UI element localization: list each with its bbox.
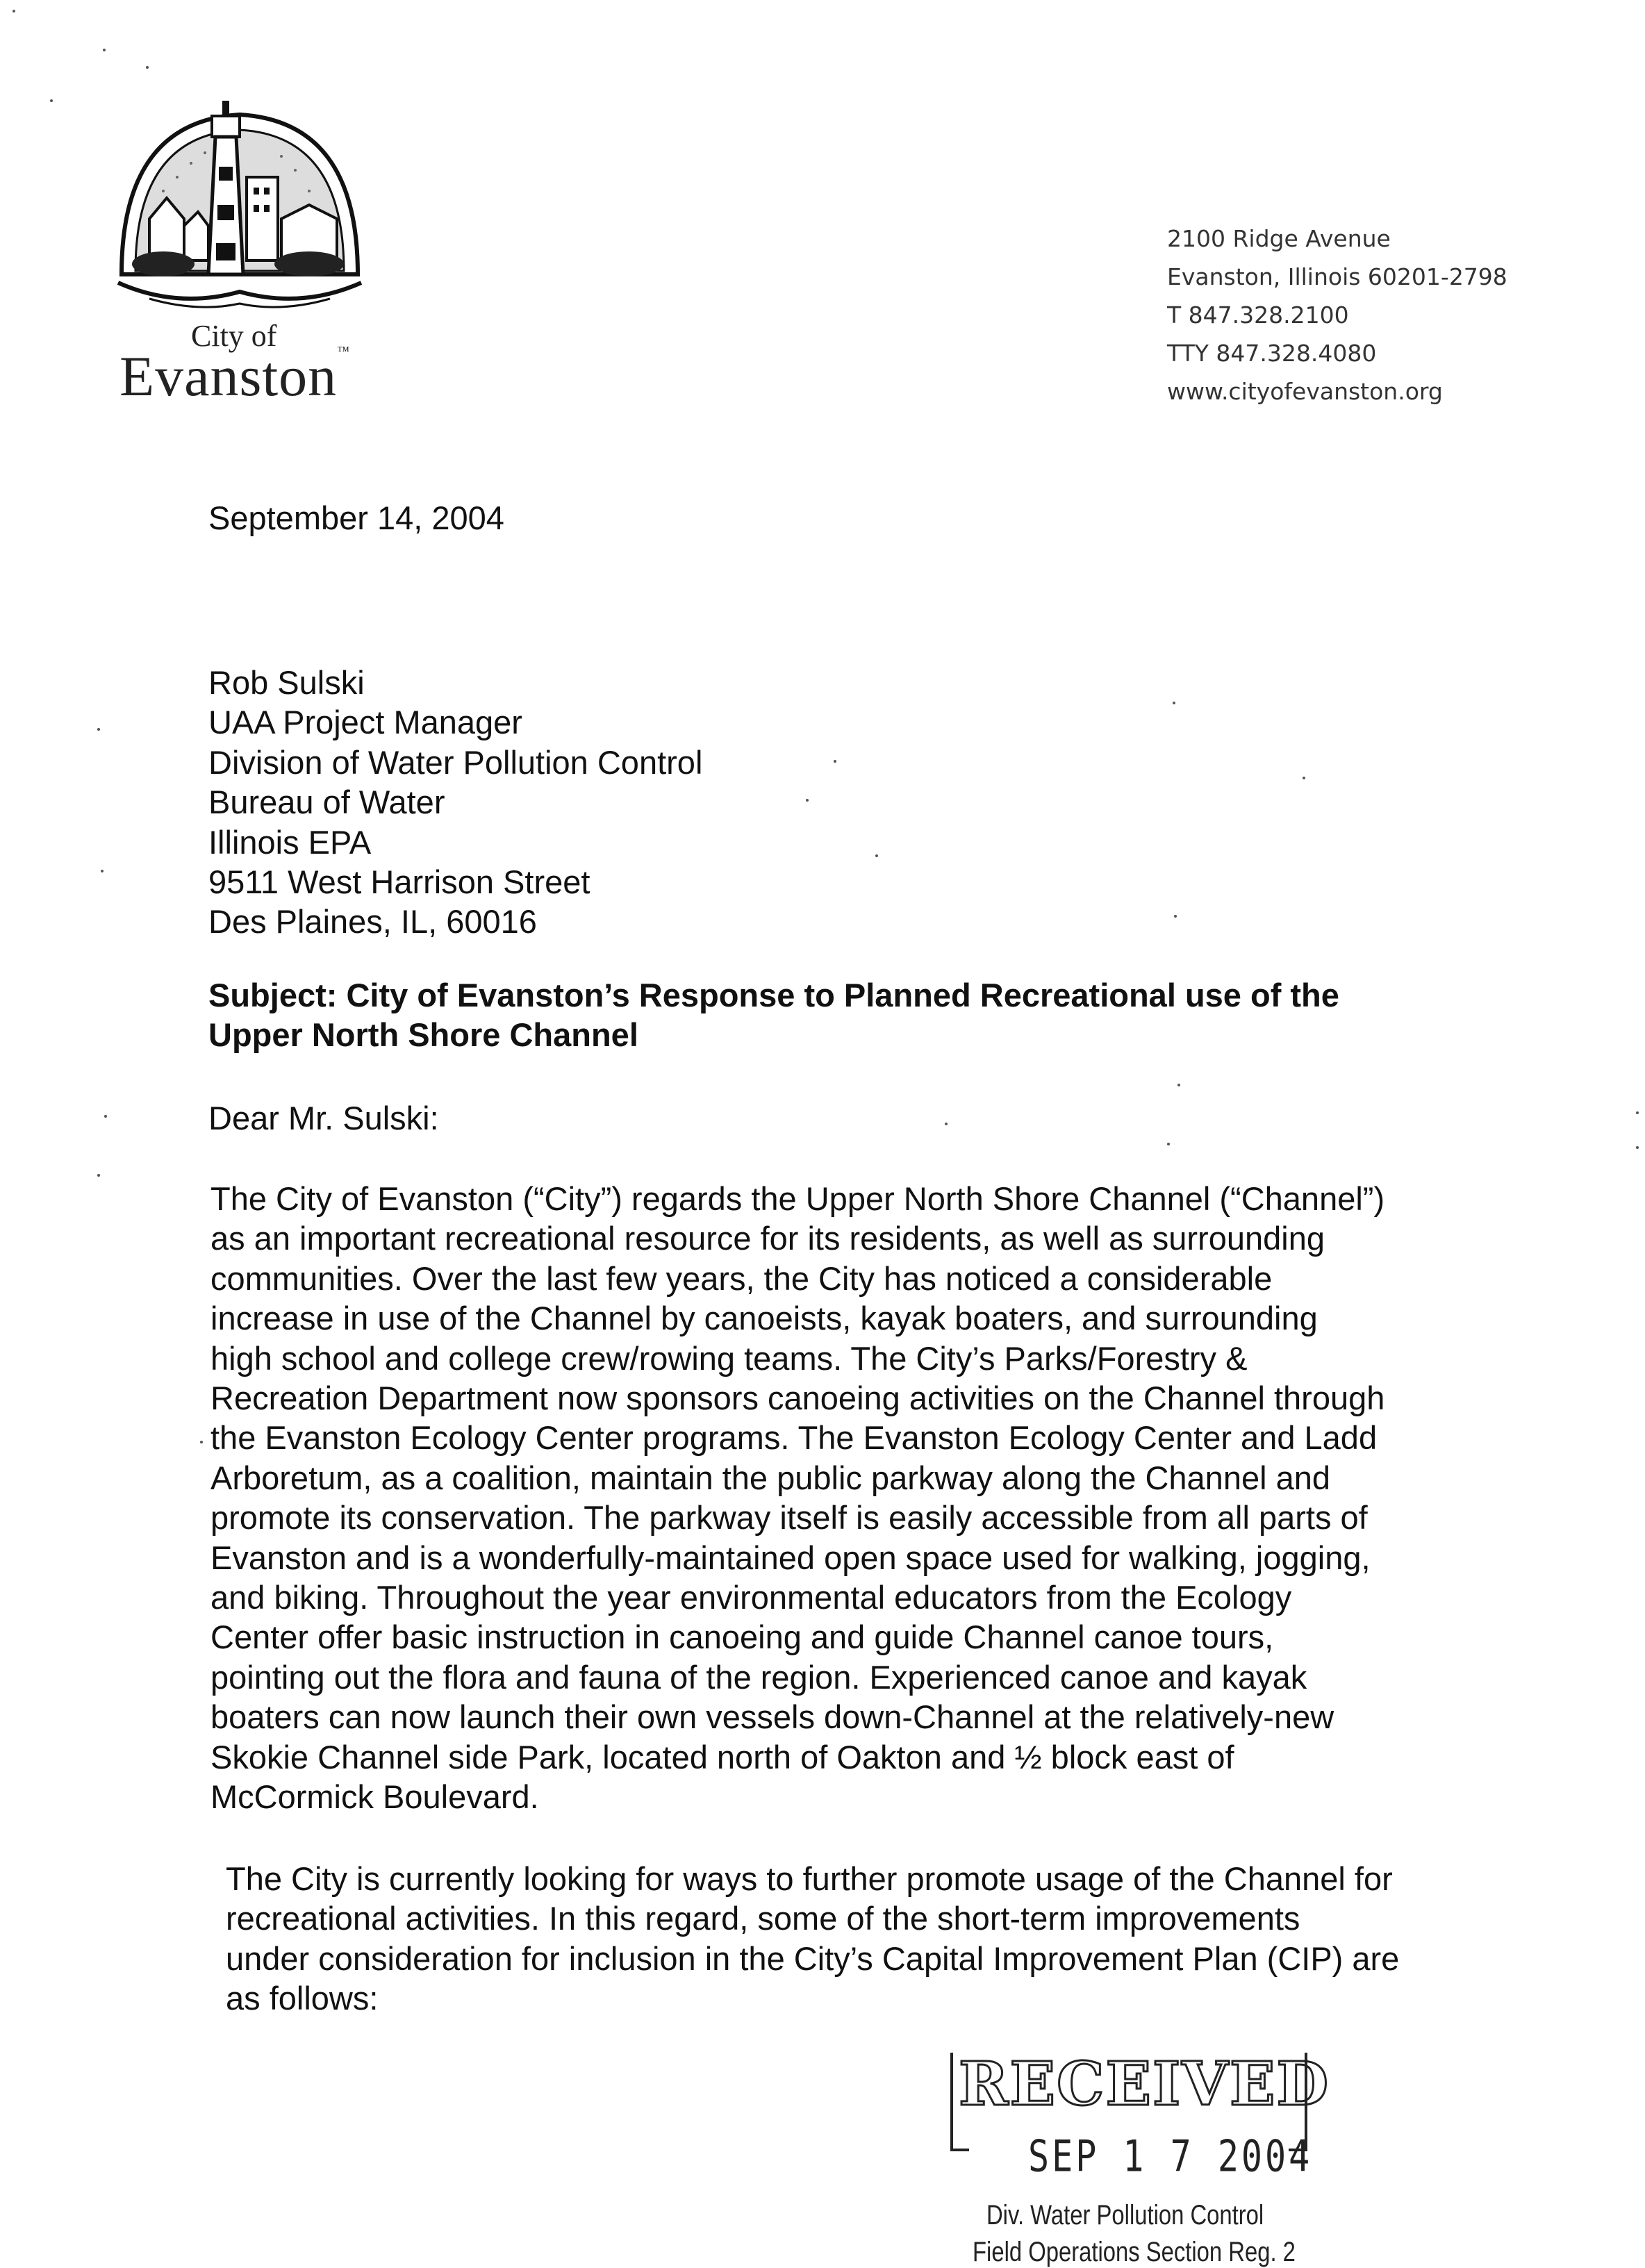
scan-speck — [1303, 777, 1305, 779]
recipient-bureau: Bureau of Water — [208, 784, 445, 821]
letter-date: September 14, 2004 — [208, 499, 504, 536]
scan-speck — [1177, 1084, 1180, 1086]
scan-speck — [875, 854, 878, 857]
body-paragraph-2 — [226, 1859, 1399, 2019]
address-tty: TTY 847.328.4080 — [1167, 340, 1377, 367]
scan-speck — [1174, 915, 1177, 918]
city-seal-logo — [108, 101, 372, 323]
paragraph-line: Recreation Department now sponsors canoeing activities on the Channel through — [210, 1380, 1385, 1417]
subject-line — [208, 975, 1339, 1055]
paragraph-line: Arboretum, as a coalition, maintain the public parkway along the Channel and — [210, 1459, 1331, 1496]
paragraph-line: communities. Over the last few years, the City has noticed a considerable — [210, 1259, 1273, 1297]
body-paragraph-1 — [210, 1179, 1384, 1817]
scan-speck — [146, 66, 149, 69]
stamp-received-text: RECEIVED — [959, 2049, 1330, 2119]
scan-speck — [1167, 1143, 1170, 1145]
address-website: www.cityofevanston.org — [1167, 378, 1443, 405]
recipient-city: Des Plaines, IL, 60016 — [208, 903, 537, 941]
scan-speck — [200, 1441, 203, 1443]
scan-speck — [1173, 702, 1175, 704]
logo-evanston-text — [119, 344, 350, 409]
recipient-name: Rob Sulski — [208, 664, 365, 701]
paragraph-line: high school and college crew/rowing teams. The City’s Parks/Forestry & — [210, 1339, 1248, 1377]
paragraph-line: increase in use of the Channel by canoeists, kayak boaters, and surrounding — [210, 1300, 1318, 1337]
recipient-block — [208, 663, 702, 942]
scan-speck — [97, 728, 100, 731]
scan-speck — [101, 870, 104, 872]
paragraph-line: boaters can now launch their own vessels down-Channel at the relatively-new — [210, 1698, 1334, 1736]
paragraph-line: and biking. Throughout the year environmental educators from the Ecology — [210, 1579, 1292, 1616]
paragraph-line: The City is currently looking for ways to further promote usage of the Channel for — [226, 1860, 1393, 1897]
paragraph-line: recreational activities. In this regard, some of the short-term improvements — [226, 1900, 1300, 1937]
address-street: 2100 Ridge Avenue — [1167, 225, 1391, 252]
stamp-section: Field Operations Section Reg. 2 — [973, 2237, 1296, 2267]
scan-speck — [1636, 1111, 1639, 1114]
paragraph-line: the Evanston Ecology Center programs. The Evanston Ecology Center and Ladd — [210, 1419, 1378, 1457]
paragraph-line: as follows: — [226, 1980, 379, 2017]
address-city: Evanston, Illinois 60201-2798 — [1167, 263, 1507, 290]
paragraph-line: as an important recreational resource for its residents, as well as surrounding — [210, 1220, 1325, 1257]
recipient-title: UAA Project Manager — [208, 704, 522, 741]
letterhead-address — [1167, 220, 1507, 411]
paragraph-line: The City of Evanston (“City”) regards the Upper North Shore Channel (“Channel”) — [210, 1180, 1385, 1217]
recipient-agency: Illinois EPA — [208, 823, 372, 861]
paragraph-line: Center offer basic instruction in canoeing and guide Channel canoe tours, — [210, 1619, 1274, 1656]
scan-speck — [834, 760, 836, 763]
trademark-symbol: ™ — [337, 344, 350, 358]
scan-speck — [13, 10, 15, 13]
paragraph-line: under consideration for inclusion in the City’s Capital Improvement Plan (CIP) are — [226, 1939, 1400, 1977]
salutation: Dear Mr. Sulski: — [208, 1100, 439, 1136]
scan-speck — [97, 1174, 100, 1177]
logo-city-of-text: City of — [191, 319, 277, 353]
scan-speck — [806, 799, 809, 802]
recipient-division: Division of Water Pollution Control — [208, 743, 703, 781]
subject-line-2: Upper North Shore Channel — [208, 1016, 638, 1054]
stamp-date: SEP 1 7 2004 — [1028, 2131, 1313, 2182]
subject-line-1: Subject: City of Evanston’s Response to Planned Recreational use of the — [208, 977, 1339, 1013]
recipient-street: 9511 West Harrison Street — [208, 863, 590, 901]
scan-speck — [1636, 1146, 1639, 1149]
paragraph-line: Skokie Channel side Park, located north of Oakton and ½ block east of — [210, 1738, 1234, 1776]
stamp-division: Div. Water Pollution Control — [986, 2200, 1264, 2230]
scan-speck — [104, 1115, 107, 1118]
paragraph-line: Evanston and is a wonderfully-maintained open space used for walking, jogging, — [210, 1539, 1371, 1576]
paragraph-line: pointing out the flora and fauna of the region. Experienced canoe and kayak — [210, 1658, 1307, 1696]
address-phone: T 847.328.2100 — [1167, 301, 1349, 329]
scan-speck — [50, 99, 53, 102]
paragraph-line: McCormick Boulevard. — [210, 1778, 539, 1816]
paragraph-line: promote its conservation. The parkway itself is easily accessible from all parts of — [210, 1499, 1368, 1537]
logo-evanston-name: Evanston — [119, 345, 338, 408]
scan-speck — [103, 49, 106, 51]
scan-speck — [945, 1123, 948, 1125]
